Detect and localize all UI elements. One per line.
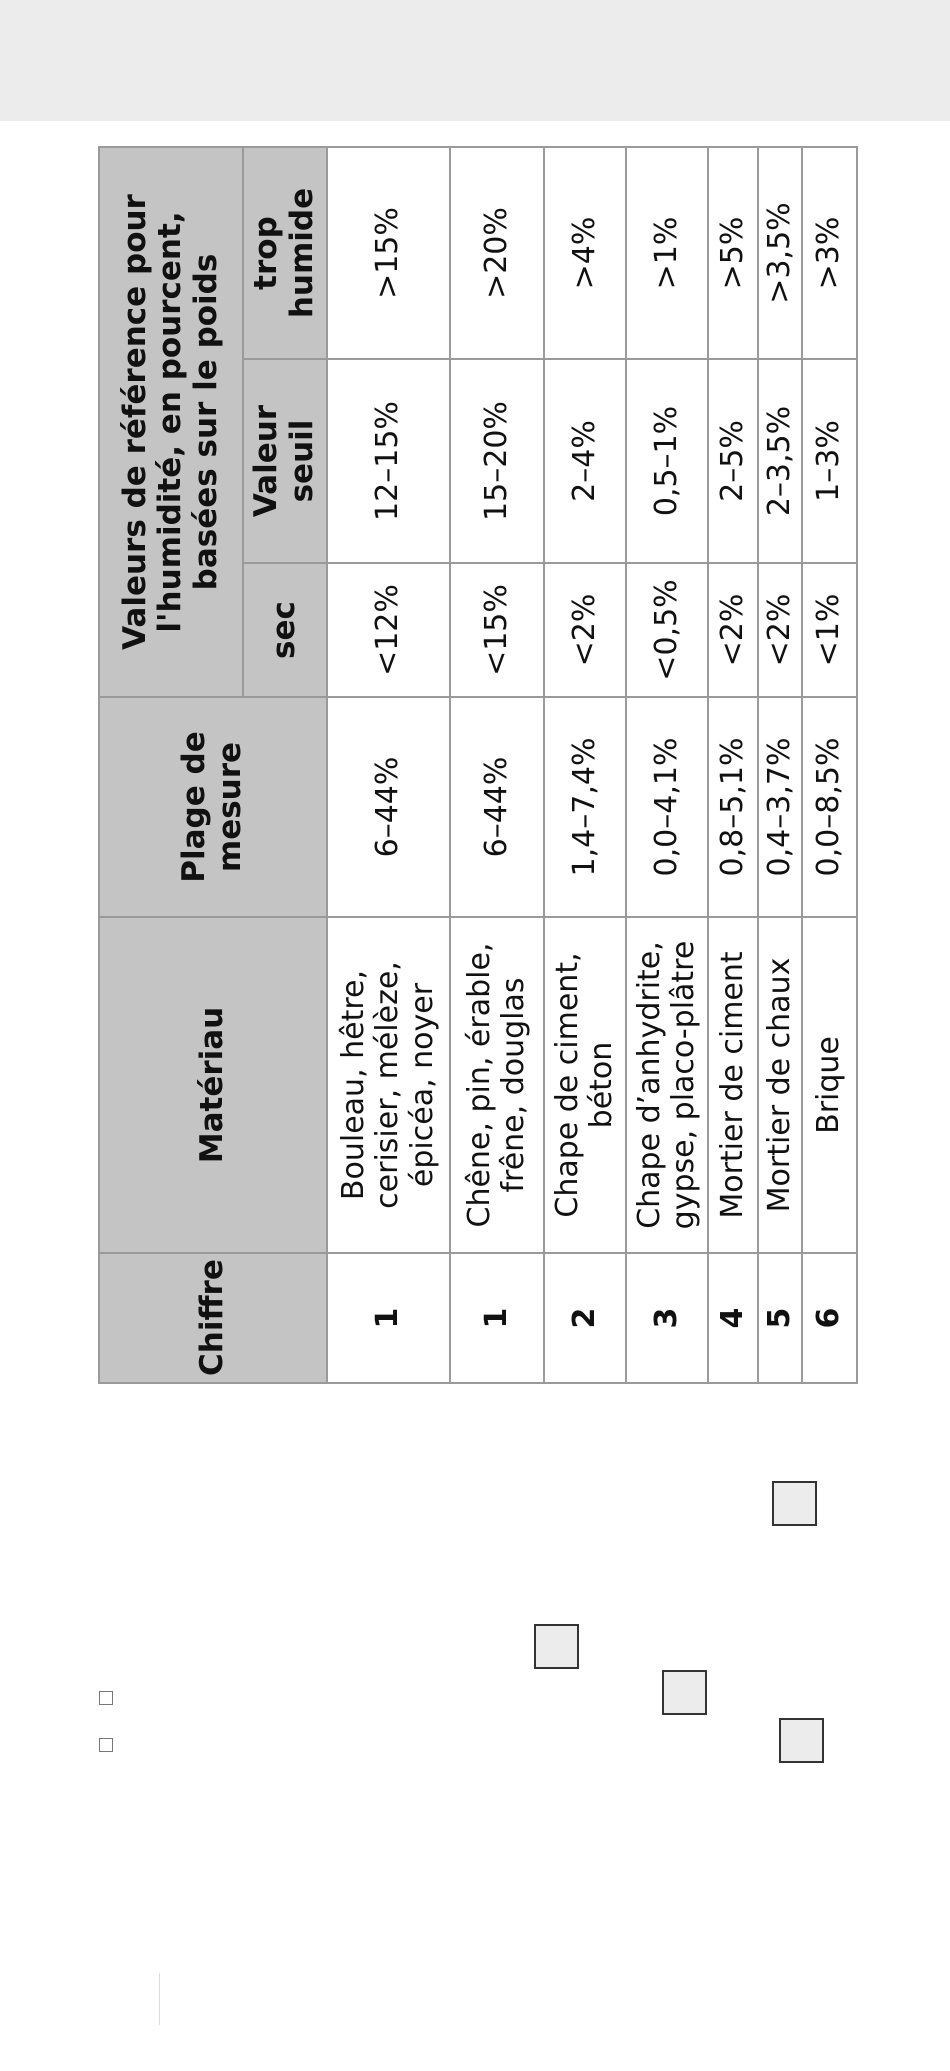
cell-seuil: 1–3% — [802, 359, 857, 563]
cell-plage: 1,4–7,4% — [544, 697, 626, 917]
cell-plage: 6–44% — [450, 697, 544, 917]
cell-sec: <2% — [544, 563, 626, 697]
cell-chiffre: 3 — [626, 1253, 708, 1383]
table-row — [708, 147, 758, 1383]
decorative-square — [662, 1670, 707, 1715]
header-trop-humide: trop humide — [243, 147, 327, 359]
cell-sec: <15% — [450, 563, 544, 697]
table-row — [626, 147, 708, 1383]
cell-plage: 0,0–8,5% — [802, 697, 857, 917]
cell-chiffre: 1 — [327, 1253, 450, 1383]
cell-seuil: 0,5–1% — [626, 359, 708, 563]
cell-seuil: 12–15% — [327, 359, 450, 563]
header-plage-de-mesure: Plage de mesure — [99, 697, 327, 917]
cell-materiau: Brique — [802, 917, 857, 1253]
cell-plage: 0,8–5,1% — [708, 697, 758, 917]
table-row — [544, 147, 626, 1383]
cell-humide: >15% — [327, 147, 450, 359]
divider-line — [159, 1973, 160, 2025]
cell-seuil: 2–4% — [544, 359, 626, 563]
cell-humide: >3,5% — [758, 147, 802, 359]
cell-seuil: 15–20% — [450, 359, 544, 563]
header-valeur-seuil: Valeur seuil — [243, 359, 327, 563]
small-square — [99, 1738, 113, 1752]
cell-chiffre: 4 — [708, 1253, 758, 1383]
table-row — [327, 147, 450, 1383]
header-materiau: Matériau — [99, 917, 327, 1253]
table-row — [758, 147, 802, 1383]
cell-materiau: Bouleau, hêtre, cerisier, mélèze, épicéa, noyer — [327, 917, 450, 1253]
cell-materiau: Chêne, pin, érable, frêne, douglas — [450, 917, 544, 1253]
cell-humide: >3% — [802, 147, 857, 359]
cell-humide: >4% — [544, 147, 626, 359]
rotated-table-container — [98, 148, 858, 1384]
cell-sec: <0,5% — [626, 563, 708, 697]
header-chiffre: Chiffre — [99, 1253, 327, 1383]
cell-humide: >20% — [450, 147, 544, 359]
table-row — [802, 147, 857, 1383]
table-row — [450, 147, 544, 1383]
cell-sec: <2% — [708, 563, 758, 697]
header-reference-values: Valeurs de référence pour l'humidité, en pourcent, basées sur le poids — [99, 147, 243, 697]
decorative-square — [534, 1624, 579, 1669]
cell-plage: 6–44% — [327, 697, 450, 917]
cell-plage: 0,4–3,7% — [758, 697, 802, 917]
cell-chiffre: 6 — [802, 1253, 857, 1383]
cell-chiffre: 1 — [450, 1253, 544, 1383]
decorative-square — [779, 1718, 824, 1763]
cell-plage: 0,0–4,1% — [626, 697, 708, 917]
header-sec: sec — [243, 563, 327, 697]
cell-humide: >1% — [626, 147, 708, 359]
cell-chiffre: 2 — [544, 1253, 626, 1383]
cell-sec: <1% — [802, 563, 857, 697]
cell-humide: >5% — [708, 147, 758, 359]
cell-sec: <2% — [758, 563, 802, 697]
cell-seuil: 2–3,5% — [758, 359, 802, 563]
cell-materiau: Mortier de ciment — [708, 917, 758, 1253]
small-square — [99, 1691, 113, 1705]
cell-materiau: Chape de ciment, béton — [544, 917, 626, 1253]
humidity-reference-table — [98, 146, 858, 1384]
cell-materiau: Chape d’anhydrite, gypse, placo-plâtre — [626, 917, 708, 1253]
decorative-square — [772, 1481, 817, 1526]
page-header-band — [0, 0, 950, 121]
cell-materiau: Mortier de chaux — [758, 917, 802, 1253]
cell-sec: <12% — [327, 563, 450, 697]
cell-seuil: 2–5% — [708, 359, 758, 563]
cell-chiffre: 5 — [758, 1253, 802, 1383]
